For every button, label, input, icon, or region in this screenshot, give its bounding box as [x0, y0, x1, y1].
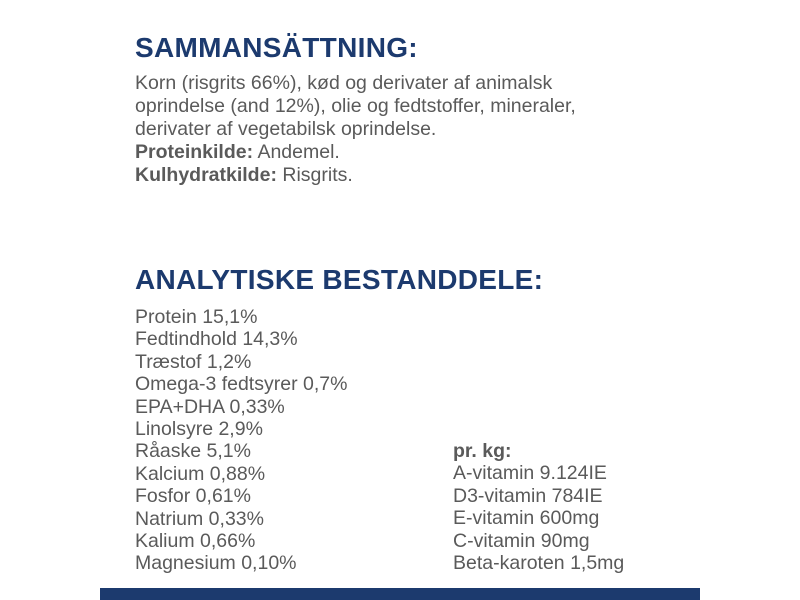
bottom-rule — [100, 588, 700, 600]
analytical-item: Protein 15,1% — [135, 306, 258, 328]
analytical-item: Råaske 5,1% — [135, 440, 251, 463]
analytical-item: EPA+DHA 0,33% — [135, 395, 285, 418]
analytical-item: Fosfor 0,61% — [135, 485, 251, 508]
analytical-item: Kalcium 0,88% — [135, 462, 266, 485]
analytical-item: Linolsyre 2,9% — [135, 418, 263, 441]
analytical-item: Magnesium 0,10% — [135, 552, 297, 575]
protein-source-value: Andemel. — [253, 141, 340, 163]
vitamin-item: E-vitamin 600mg — [453, 507, 600, 530]
vitamin-item: C-vitamin 90mg — [453, 529, 590, 552]
vitamin-list — [453, 440, 624, 574]
analytical-heading: ANALYTISKE BESTANDDELE: — [135, 264, 544, 295]
analytical-item: Natrium 0,33% — [135, 507, 264, 530]
vitamin-item: D3-vitamin 784IE — [453, 484, 603, 507]
analytical-list — [135, 306, 347, 575]
analytical-item: Træstof 1,2% — [135, 350, 252, 373]
composition-line: Korn (risgrits 66%), kød og derivater af animalsk — [135, 72, 553, 94]
composition-line: derivater af vegetabilsk oprindelse. — [135, 118, 437, 140]
vitamin-item: A-vitamin 9.124IE — [453, 462, 607, 485]
analytical-item: Kalium 0,66% — [135, 530, 256, 553]
carb-source — [135, 164, 695, 187]
carb-source-label: Kulhydratkilde: — [135, 164, 277, 186]
composition-line: oprindelse (and 12%), olie og fedtstoffer, mineraler, — [135, 95, 576, 117]
per-kg-header: pr. kg: — [453, 440, 512, 462]
analytical-item: Omega-3 fedtsyrer 0,7% — [135, 373, 348, 396]
composition-text — [135, 72, 695, 187]
vitamin-item: Beta-karoten 1,5mg — [453, 552, 625, 575]
protein-source — [135, 141, 695, 164]
carb-source-value: Risgrits. — [276, 164, 353, 186]
protein-source-label: Proteinkilde: — [135, 141, 254, 163]
composition-heading: SAMMANSÄTTNING: — [135, 32, 418, 63]
analytical-item: Fedtindhold 14,3% — [135, 328, 298, 351]
